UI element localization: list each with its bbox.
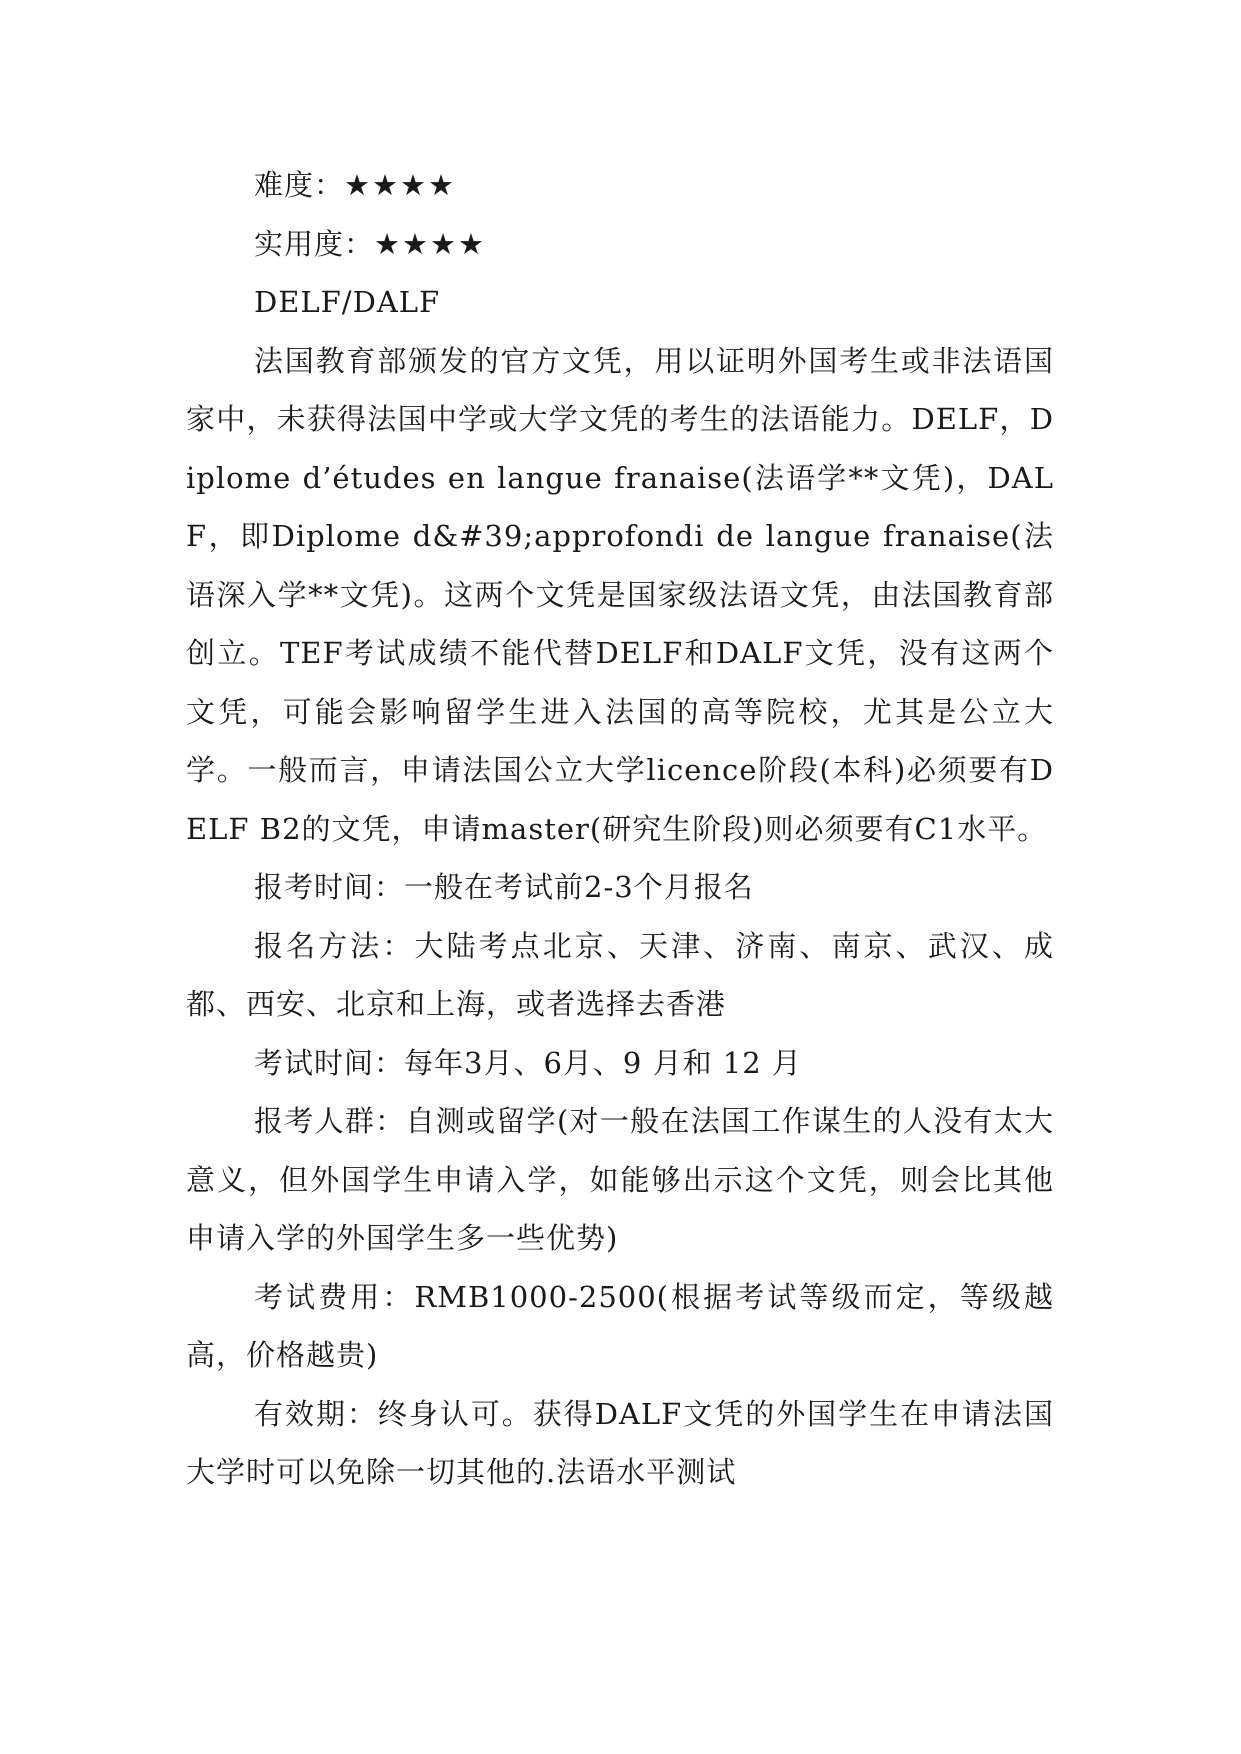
practicality-label: 实用度：	[254, 226, 375, 261]
registration-time-paragraph: 报考时间：一般在考试前2-3个月报名	[254, 870, 754, 904]
difficulty-label: 难度：	[254, 168, 345, 202]
validity-paragraph: 有效期：终身认可。获得DALF文凭的外国学生在申请法国大学时可以免除一切其他的.法语水平测试	[186, 1396, 1054, 1489]
difficulty-rating	[186, 156, 1054, 215]
candidates-paragraph: 报考人群：自测或留学(对一般在法国工作谋生的人没有太大意义，但外国学生申请入学，如能够出示这个文凭，则会比其他申请入学的外国学生多一些优势)	[186, 1104, 1054, 1255]
intro-paragraph: 法国教育部颁发的官方文凭，用以证明外国考生或非法语国家中，未获得法国中学或大学文凭的考生的法语能力。DELF，Diplome d’études en langue franaise(法语学**文凭)，DALF，即Diplome d&#39;approfondi de langue franaise(法语深入学**文凭)。这两个文凭是国家级法语文凭，由法国教育部创立。TEF考试成绩不能代替DELF和DALF文凭，没有这两个文凭，可能会影响留学生进入法国的高等院校，尤其是公立大学。一般而言，申请法国公立大学licence阶段(本科)必须要有DELF B2的文凭，申请master(研究生阶段)则必须要有C1水平。	[186, 343, 1054, 846]
section-heading: DELF/DALF	[254, 285, 441, 319]
practicality-stars: ★★★★	[374, 226, 487, 261]
document-body	[186, 156, 1054, 1502]
fees-paragraph: 考试费用：RMB1000-2500(根据考试等级而定，等级越高，价格越贵)	[186, 1279, 1054, 1372]
practicality-rating	[186, 215, 1054, 274]
exam-time-paragraph: 考试时间：每年3月、6月、9 月和 12 月	[254, 1045, 802, 1080]
difficulty-stars: ★★★★	[344, 168, 457, 202]
registration-method-paragraph: 报名方法：大陆考点北京、天津、济南、南京、武汉、成都、西安、北京和上海，或者选择去香港	[186, 928, 1054, 1021]
